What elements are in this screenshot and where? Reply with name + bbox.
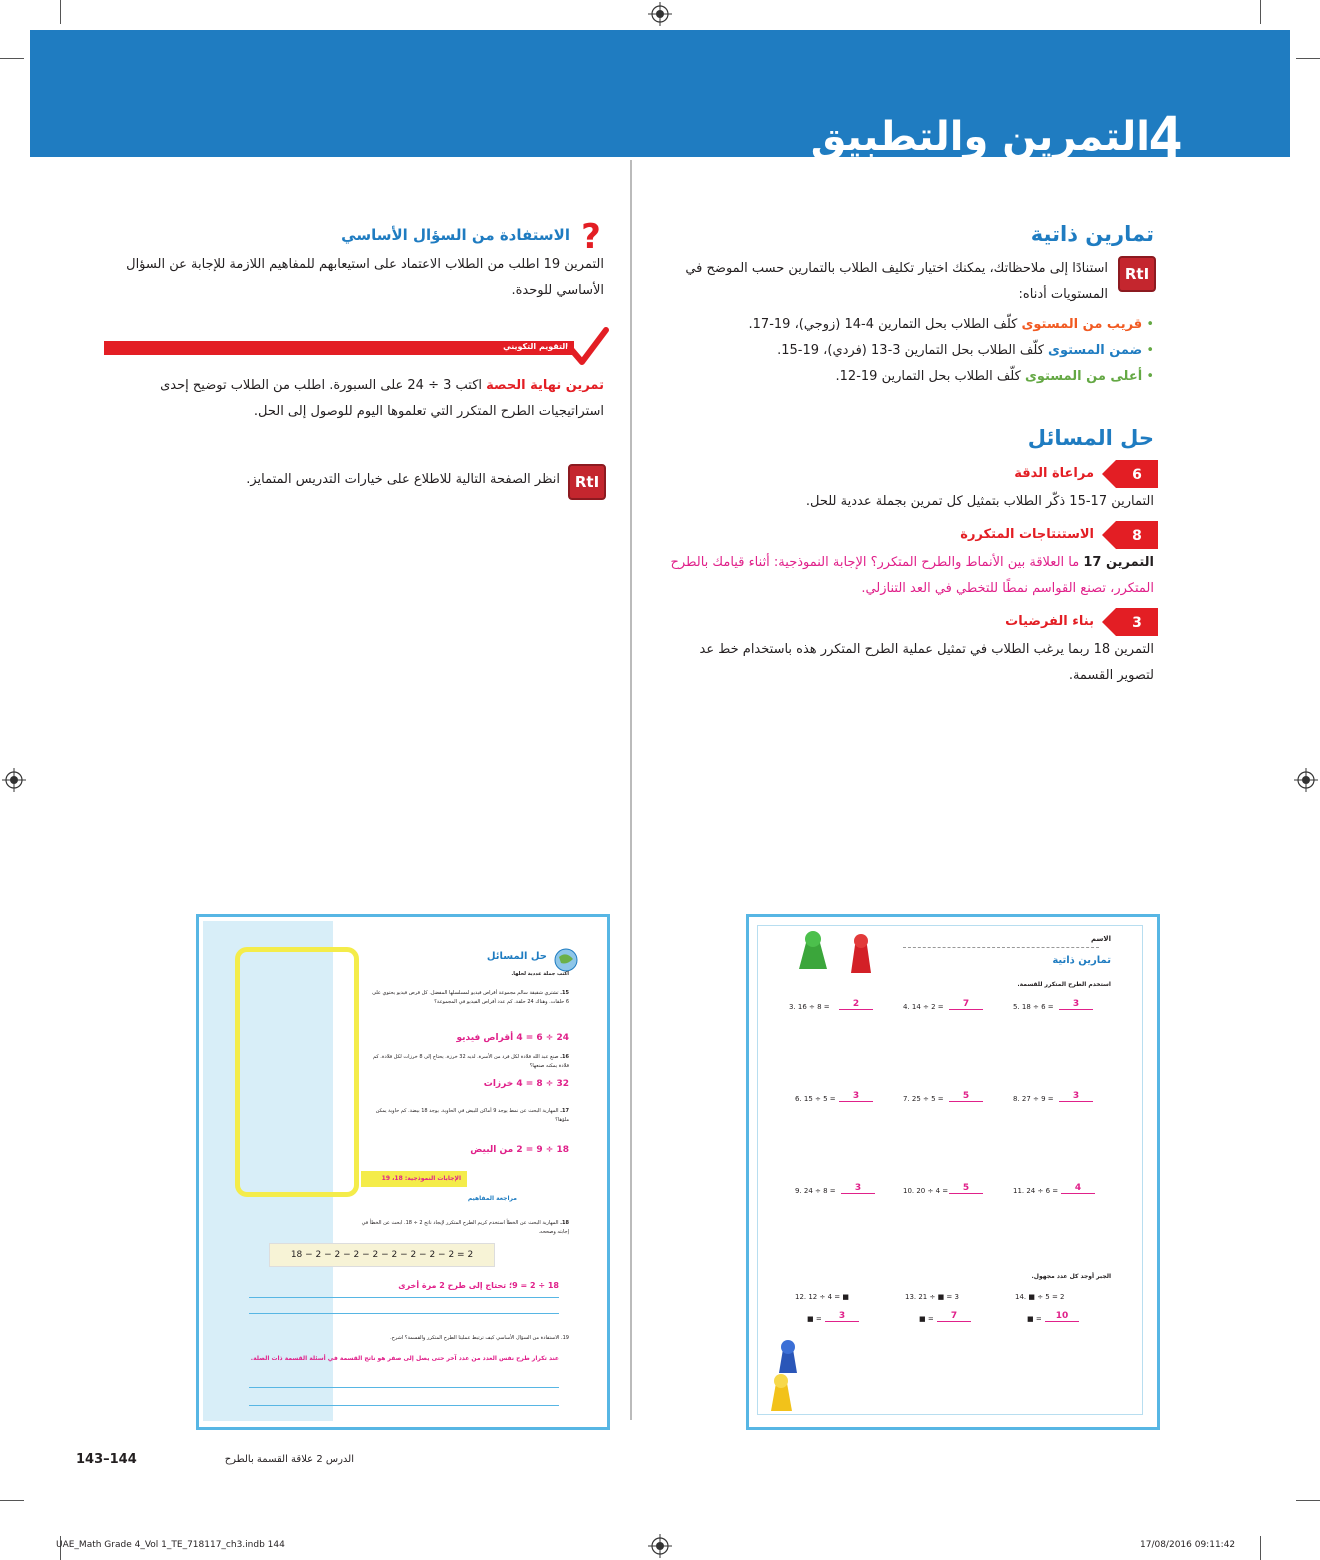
problem: 5. 18 ÷ 6 = (1013, 1003, 1054, 1011)
crop-mark (1296, 1500, 1320, 1501)
exit-ticket-text: اكتب 3 ÷ 24 على السبورة. اطلب من الطلاب توضيح إحدى استراتيجيات الطرح المتكرر التي تعلموها اليوم للوصول إلى الحل. (160, 378, 604, 419)
algebra-problem: 12. 12 ÷ 4 = ■ (795, 1293, 849, 1301)
level-label: قريب من المستوى (1021, 317, 1143, 332)
writing-line[interactable] (249, 1313, 559, 1314)
practice-title: الاستنتاجات المتكررة (960, 527, 1094, 542)
level-item: • أعلى من المستوى كلّف الطلاب بحل التمارين 19-12. (835, 369, 1154, 384)
level-text: كلّف الطلاب بحل التمارين 4-14 (زوجي)، 19-17. (748, 317, 1018, 332)
answer-blank[interactable]: 3 (1059, 999, 1093, 1010)
practice-text: التمرين 18 ربما يرغب الطلاب في تمثيل عملية الطرح المتكرر هذه باستخدام خط عد لتصوير القسمة. (699, 642, 1154, 683)
answer-blank[interactable]: 3 (839, 1091, 873, 1102)
unknown-label: ■ = (919, 1315, 934, 1323)
crop-mark (0, 1500, 24, 1501)
game-pieces-icon (789, 927, 879, 977)
crop-mark (1260, 1536, 1261, 1560)
workbook-page-right (746, 914, 1160, 1430)
answer-blank[interactable]: 5 (949, 1091, 983, 1102)
rti-text: انظر الصفحة التالية للاطلاع على خيارات التدريس المتمايز. (246, 472, 560, 487)
formative-bar (104, 341, 574, 355)
problem: 7. 25 ÷ 5 = (903, 1095, 944, 1103)
essential-question-heading: الاستفادة من السؤال الأساسي (341, 226, 570, 244)
practice-arrow-icon (1102, 608, 1158, 636)
game-pieces-icon (763, 1337, 813, 1417)
rti-icon: RtI (1118, 256, 1156, 292)
name-label: الاسم (1091, 935, 1111, 943)
practice-number: 8 (1132, 528, 1142, 544)
level-label: أعلى من المستوى (1024, 369, 1143, 384)
workbook-instruction: اكتب جملة عددية لحلها. (511, 971, 569, 977)
level-text: كلّف الطلاب بحل التمارين 19-12. (835, 369, 1021, 384)
item-answer: 24 ÷ 6 = 4 أقراص فيديو (456, 1033, 569, 1043)
independent-practice-heading: تمارين ذاتية (1030, 222, 1154, 246)
practice-number: 3 (1132, 615, 1142, 631)
problem: 3. 16 ÷ 8 = (789, 1003, 830, 1011)
answer-blank[interactable]: 7 (949, 999, 983, 1010)
practice-banner: مراجعة المفاهيم (467, 1195, 517, 1202)
writing-line[interactable] (249, 1297, 559, 1298)
registration-mark-icon (648, 2, 672, 26)
formative-label: التقويم التكويني (503, 342, 568, 351)
practice-number: 6 (1132, 467, 1142, 483)
workbook-title: تمارين ذاتية (1052, 955, 1111, 966)
practice-title: مراعاة الدقة (1014, 466, 1094, 481)
item-text: المهارية البحث عن الخطأ استخدم كريم الطرح المتكرر لإيجاد ناتج 2 ÷ 18. ابحث عن الخطأ في إجابته وصححه. (361, 1220, 569, 1235)
writing-line[interactable] (249, 1405, 559, 1406)
lesson-label: الدرس 2 علاقة القسمة بالطرح (224, 1454, 354, 1465)
registration-mark-icon (648, 1534, 672, 1558)
answer-blank[interactable]: 3 (1059, 1091, 1093, 1102)
algebra-problem: 14. ■ ÷ 5 = 2 (1015, 1293, 1065, 1301)
practice-arrow-icon (1102, 460, 1158, 488)
word-problem (349, 1219, 569, 1237)
answer-blank[interactable]: 10 (1045, 1311, 1079, 1322)
problem: 10. 20 ÷ 4 = (903, 1187, 949, 1195)
problem: 8. 27 ÷ 9 = (1013, 1095, 1054, 1103)
crop-mark (1260, 0, 1261, 24)
item-answer: 32 ÷ 8 = 4 خرزات (483, 1079, 569, 1089)
chapter-number: 4 (1148, 104, 1183, 172)
practice-answer: ما العلاقة بين الأنماط والطرح المتكرر؟ الإجابة النموذجية: أثناء قيامك بالطرح المتكرر، تصنع القواسم نمطًا للتخطي في العد التنازلي. (670, 555, 1154, 596)
practice-text (664, 550, 1154, 602)
practice-text: التمارين 17-15 ذكّر الطلاب بتمثيل كل تمرين بجملة عددية للحل. (805, 494, 1154, 509)
workbook-title: حل المسائل (486, 951, 547, 962)
writing-line[interactable] (249, 1387, 559, 1388)
chapter-banner (30, 30, 1290, 172)
answer-blank[interactable]: 3 (825, 1311, 859, 1322)
item-number: 15. (560, 990, 569, 996)
algebra-problem: 13. 21 ÷ ■ = 3 (905, 1293, 959, 1301)
level-text: كلّف الطلاب بحل التمارين 3-13 (فردي)، 19-15. (777, 343, 1044, 358)
problem: 6. 15 ÷ 5 = (795, 1095, 836, 1103)
subtraction-chain: 18 − 2 − 2 − 2 − 2 − 2 − 2 − 2 − 2 = 2 (269, 1243, 495, 1267)
level-item: • قريب من المستوى كلّف الطلاب بحل التمارين 4-14 (زوجي)، 19-17. (748, 317, 1154, 332)
item-text: صنع عبد الله قلادة لكل فرد من الأسرة. لديه 32 خرزة. يحتاج إلى 8 خرزات لكل قلادة. كم قلادة يمكنه صنعها؟ (373, 1054, 569, 1069)
print-stamp: 17/08/2016 09:11:42 (1140, 1540, 1236, 1550)
file-info: UAE_Math Grade 4_Vol 1_TE_718117_ch3.indb 144 (56, 1540, 285, 1550)
name-line[interactable] (903, 947, 1099, 948)
problem: 9. 24 ÷ 8 = (795, 1187, 836, 1195)
essential-question-item: 19. الاستفادة من السؤال الأساسي كيف ترتبط عمليتا الطرح المتكرر والقسمة؟ اشرح. (390, 1335, 569, 1341)
word-problem (369, 989, 569, 1007)
registration-mark-icon (1294, 768, 1318, 792)
chapter-title: التمرين والتطبيق (810, 114, 1150, 160)
column-divider (630, 160, 632, 1420)
highlight-frame (235, 947, 359, 1197)
problem: 11. 24 ÷ 6 = (1013, 1187, 1059, 1195)
item-answer: عند تكرار طرح نفس العدد من عدد آخر حتى يصل إلى صفر هو ناتج القسمة في أسئلة القسمة ذات الصلة. (250, 1355, 559, 1362)
practice-arrow-icon (1102, 521, 1158, 549)
word-problem (369, 1107, 569, 1125)
levels-list (694, 312, 1154, 390)
algebra-label: الجبر أوجد كل عدد مجهول. (1031, 1273, 1111, 1280)
answers-note: الإجابات النموذجية: 18، 19 (361, 1171, 467, 1187)
exit-ticket-title: تمرين نهاية الحصة (486, 378, 604, 393)
level-label: ضمن المستوى (1048, 343, 1143, 358)
item-number: 17. (560, 1108, 569, 1114)
svg-text:?: ? (581, 218, 601, 252)
unknown-label: ■ = (807, 1315, 822, 1323)
problem-solving-heading: حل المسائل (1027, 426, 1154, 450)
crop-mark (60, 0, 61, 24)
unknown-label: ■ = (1027, 1315, 1042, 1323)
workbook-page-left (196, 914, 610, 1430)
item-number: 16. (560, 1054, 569, 1060)
answer-blank[interactable]: 3 (841, 1183, 875, 1194)
crop-mark (0, 58, 24, 59)
independent-intro: استنادًا إلى ملاحظاتك، يمكنك اختيار تكليف الطلاب بالتمارين حسب الموضح في المستويات أدناه: (685, 261, 1108, 302)
answer-blank[interactable]: 7 (937, 1311, 971, 1322)
item-answer: 18 ÷ 9 = 2 من البيض (470, 1145, 569, 1155)
answer-blank[interactable]: 2 (839, 999, 873, 1010)
essential-question-text: التمرين 19 اطلب من الطلاب الاعتماد على استيعابهم للمفاهيم اللازمة للإجابة عن السؤال الأساسي للوحدة. (126, 257, 604, 298)
globe-icon (553, 947, 579, 973)
workbook-instruction: استخدم الطرح المتكرر للقسمة. (1017, 981, 1111, 988)
item-text: المهارية البحث عن نمط يوجد 9 أماكن للبيض في الحاوية. يوجد 18 بيضة. كم حاوية يمكن ملؤها؟ (375, 1108, 569, 1123)
item-number: 18. (560, 1220, 569, 1226)
practice-exercise-ref: التمرين 17 (1083, 555, 1154, 570)
page-numbers: 143–144 (76, 1452, 137, 1467)
practice-title: بناء الفرضيات (1005, 614, 1094, 629)
exit-ticket (104, 373, 604, 425)
answer-blank[interactable]: 4 (1061, 1183, 1095, 1194)
problem: 4. 14 ÷ 2 = (903, 1003, 944, 1011)
item-answer: 18 ÷ 2 = 9؛ تحتاج إلى طرح 2 مرة أخرى (398, 1281, 559, 1290)
rti-icon: RtI (568, 464, 606, 500)
word-problem (369, 1053, 569, 1071)
question-mark-icon (576, 218, 606, 252)
crop-mark (1296, 58, 1320, 59)
item-text: تشتري شقيقة سالم مجموعة أقراص فيديو لمسلسلها المفضل. كل قرص فيديو يحتوي على 6 حلقات. وهناك 24 حلقة. كم عدد أقراص الفيديو في المجموعة؟ (372, 990, 569, 1005)
level-item: • ضمن المستوى كلّف الطلاب بحل التمارين 3-13 (فردي)، 19-15. (777, 343, 1154, 358)
registration-mark-icon (2, 768, 26, 792)
checkmark-icon (566, 326, 610, 366)
answer-blank[interactable]: 5 (949, 1183, 983, 1194)
